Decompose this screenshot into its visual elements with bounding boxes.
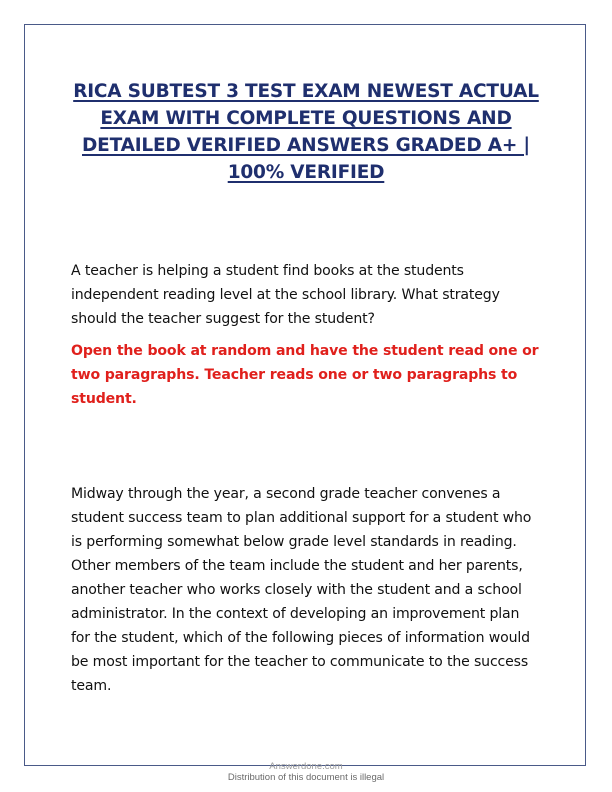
question-1: A teacher is helping a student find books at the students independent reading level at the school library. What strategy should the teacher suggest for the student? [71, 263, 500, 327]
question-2: Midway through the year, a second grade teacher convenes a student success team to plan additional support for a student who is performing somewhat below grade level standards in reading. Other members of the team include the student and her parents, another teacher who works closely with the student and a school administrator. In the context of developing an improvement plan for the student, which of the following pieces of information would be most important for the teacher to communicate to the success team. [71, 486, 532, 694]
footer-distribution-notice: Distribution of this document is illegal [227, 772, 385, 783]
document-title: RICA SUBTEST 3 TEST EXAM NEWEST ACTUAL EXAM WITH COMPLETE QUESTIONS AND DETAILED VERIFIED ANSWERS GRADED A+ | 100% VERIFIED [73, 81, 539, 183]
footer-site-watermark: Answerdone.com [269, 761, 343, 772]
answer-1: Open the book at random and have the student read one or two paragraphs. Teacher reads one or two paragraphs to student. [71, 343, 539, 407]
